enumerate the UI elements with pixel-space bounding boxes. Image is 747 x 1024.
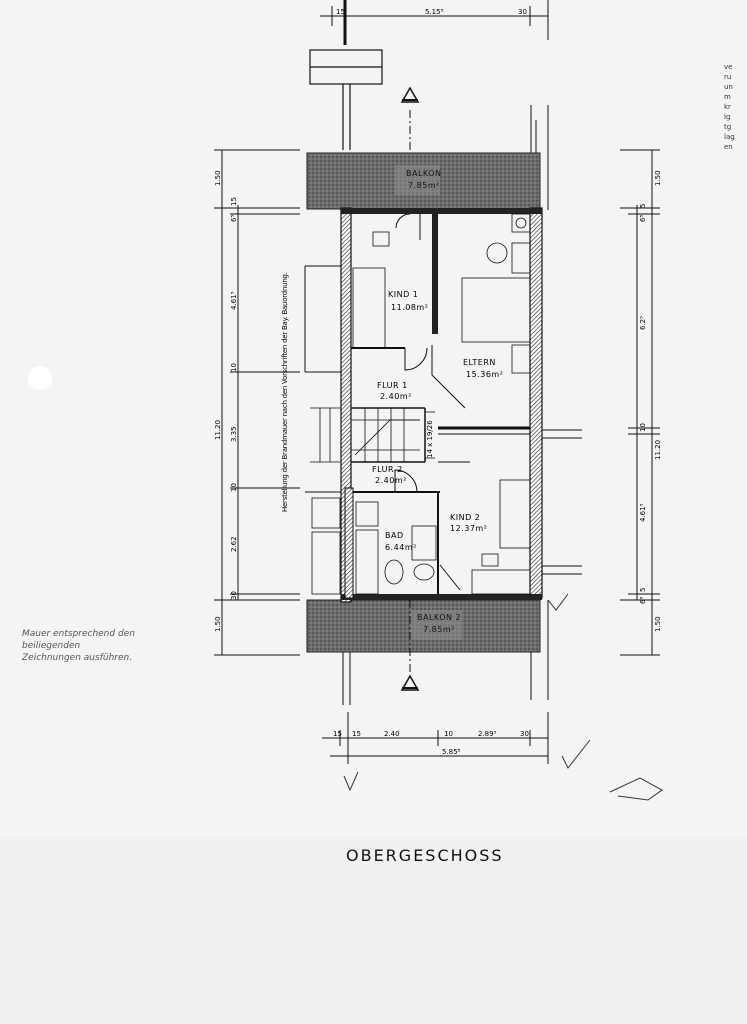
right-dim-5: 10	[639, 423, 647, 432]
side-note: Mauer entsprechend den beiliegenden Zeichnungen ausführen.	[22, 629, 135, 663]
top-dim-1: 15	[336, 8, 345, 16]
page-title: OBERGESCHOSS	[346, 846, 504, 865]
vertical-note: Herstel ung der Brandmauer nach den Vorschriften der Bay. Bauordnung.	[281, 272, 289, 512]
balcony-bottom-name: BALKON 2	[417, 613, 462, 622]
room-eltern-name: ELTERN	[463, 358, 496, 367]
right-window-lines	[542, 430, 582, 574]
left-dim-5: 10	[230, 363, 238, 372]
room-flur1-name: FLUR 1	[377, 381, 408, 390]
bottom-dim-4: 10	[444, 730, 453, 738]
left-dim-2: 6⁵	[230, 214, 238, 222]
balcony-top-area: 7.85m²	[408, 181, 440, 190]
bottom-dim-total: 5.85⁵	[442, 748, 461, 756]
room-kind1-area: 11.08m²	[391, 303, 429, 312]
bottom-dimension	[322, 712, 548, 764]
left-dim-6: 11.20	[214, 419, 222, 440]
top-dim-3: 30	[518, 8, 527, 16]
margin-line: un	[724, 83, 733, 91]
margin-text	[724, 62, 735, 152]
bottom-dim-6: 30	[520, 730, 529, 738]
balcony-top-name: BALKON	[406, 169, 442, 178]
right-dim-4: 6.2⁵	[639, 316, 647, 330]
left-dim-9: 2.62	[230, 536, 238, 552]
left-dim-1: 1.50	[214, 170, 222, 186]
right-dim-9: 6⁵	[639, 596, 647, 604]
right-dim-2: 5	[639, 203, 647, 208]
bottom-dim-3: 2.40	[384, 730, 400, 738]
room-bad-area: 6.44m²	[385, 543, 417, 552]
neighbour-lines	[305, 266, 341, 492]
top-dim-2: 5.15⁵	[425, 8, 444, 16]
left-dim-4: 4.61⁵	[230, 291, 238, 310]
left-dim-8: 10	[230, 483, 238, 492]
margin-line: lg	[724, 113, 731, 121]
left-dim-3: 15	[230, 197, 238, 206]
right-dim-1: 1.50	[654, 170, 662, 186]
right-dim-6: 11.20	[654, 439, 662, 460]
room-flur2-name: FLUR 2	[372, 465, 403, 474]
balcony-bottom-area: 7.85m²	[423, 625, 455, 634]
top-dimension	[320, 0, 548, 45]
right-dim-7: 4.61⁵	[639, 503, 647, 522]
room-bad-name: BAD	[385, 531, 404, 540]
stair-note: 14 x 19/26	[426, 420, 434, 458]
top-detail	[310, 50, 382, 150]
right-dim-10: 1.50	[654, 616, 662, 632]
room-kind2-name: KIND 2	[450, 513, 481, 522]
margin-line: ru	[724, 73, 732, 81]
room-flur1-area: 2.40m²	[380, 392, 412, 401]
left-dim-7: 3.35	[230, 426, 238, 442]
punch-hole	[28, 366, 52, 390]
bottom-dim-5: 2.89⁵	[478, 730, 497, 738]
margin-line: lag	[724, 133, 735, 141]
left-dim-11: 1.50	[214, 616, 222, 632]
room-eltern-area: 15.36m²	[466, 370, 504, 379]
bottom-dim-2: 15	[352, 730, 361, 738]
room-kind1-name: KIND 1	[388, 290, 419, 299]
left-dim-10: 30	[230, 591, 238, 600]
margin-line: kr	[724, 103, 731, 111]
margin-line: en	[724, 143, 733, 151]
right-dim-3: 6⁵	[639, 214, 647, 222]
margin-line: tg	[724, 123, 732, 131]
bottom-dim-1: 15	[333, 730, 342, 738]
margin-line: m	[724, 93, 731, 101]
staircase	[310, 408, 435, 462]
room-flur2-area: 2.40m²	[375, 476, 407, 485]
margin-line: ve	[724, 63, 733, 71]
right-dimension	[620, 150, 660, 655]
right-dim-8: 5	[639, 587, 647, 592]
room-kind2-area: 12.37m²	[450, 524, 488, 533]
